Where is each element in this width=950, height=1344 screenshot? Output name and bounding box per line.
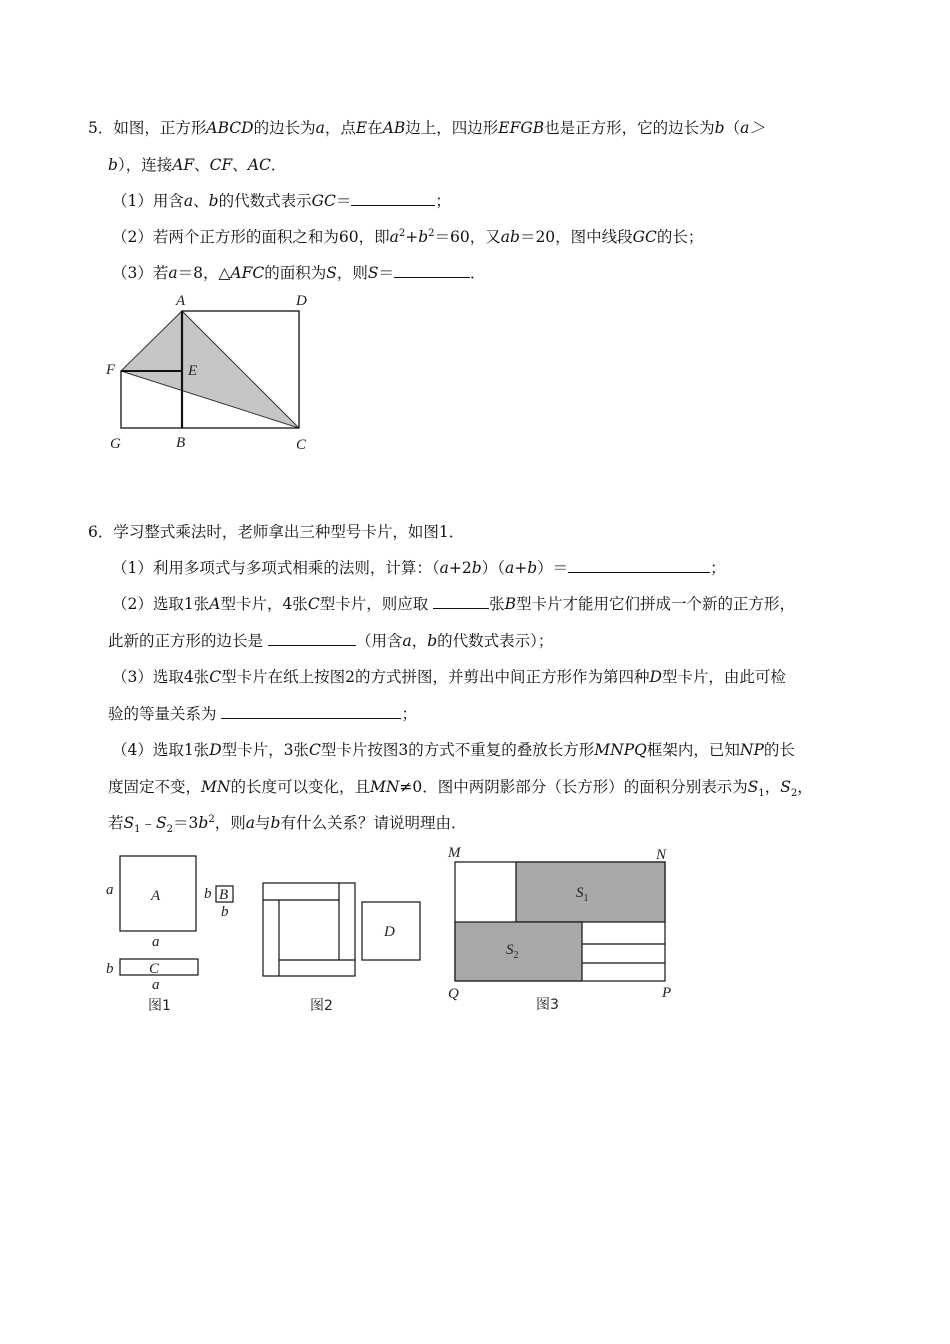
label-m: M bbox=[448, 845, 461, 861]
figure3-caption: 图3 bbox=[536, 997, 559, 1012]
q6-stem: 6．学习整式乘法时，老师拿出三种型号卡片，如图1． bbox=[88, 523, 465, 541]
label-f: F bbox=[106, 362, 116, 378]
outer-square bbox=[263, 883, 355, 976]
label-a-side: a bbox=[106, 882, 114, 898]
label-c: C bbox=[296, 437, 307, 453]
label-n: N bbox=[656, 847, 667, 863]
label-b-side: b bbox=[204, 886, 212, 902]
label-a-bottom: a bbox=[152, 934, 160, 950]
q6-part2: （2）选取1张A型卡片，4张C型卡片，则应取 张B型卡片才能用它们拼成一个新的正方形， bbox=[112, 595, 796, 613]
q6-part4-line3: 若$S_1﹣S_2=3b^2$，则a与b有什么关系？请说明理由． bbox=[108, 813, 467, 836]
label-c-bottom: a bbox=[152, 977, 160, 993]
q6-figure2 bbox=[255, 848, 425, 1018]
answer-blank[interactable] bbox=[351, 191, 435, 206]
answer-blank[interactable] bbox=[268, 631, 356, 646]
label-d: D bbox=[296, 293, 307, 309]
label-g: G bbox=[110, 436, 121, 452]
shaded-s1 bbox=[516, 862, 665, 922]
answer-blank[interactable] bbox=[433, 594, 489, 609]
label-s2: $S_2$ bbox=[506, 942, 519, 961]
label-card-b: B bbox=[219, 887, 229, 903]
figure2-caption: 图2 bbox=[310, 998, 333, 1014]
q5-part3: （3）若a＝8，△AFC的面积为S，则S＝ ． bbox=[112, 264, 486, 282]
q5-line1: 5．如图，正方形ABCD的边长为a，点E在AB边上，四边形EFGB也是正方形，它的边长为b（a＞ bbox=[88, 119, 765, 137]
q6-figure1 bbox=[100, 848, 240, 1018]
answer-blank[interactable] bbox=[568, 558, 710, 573]
q6-part2-line2: 此新的正方形的边长是 （用含a，b的代数式表示）； bbox=[108, 632, 554, 650]
label-a: A bbox=[176, 293, 186, 309]
q6-part3-line2: 验的等量关系为 ； bbox=[108, 705, 417, 723]
label-p: P bbox=[662, 985, 672, 1001]
label-b: B bbox=[176, 435, 186, 451]
answer-blank[interactable] bbox=[221, 704, 401, 719]
label-q: Q bbox=[448, 986, 459, 1002]
shaded-s2 bbox=[455, 922, 582, 981]
label-c-side: b bbox=[106, 961, 114, 977]
label-b-bottom: b bbox=[221, 904, 229, 920]
q6-part4-line2: 度固定不变，MN的长度可以变化，且MN≠0．图中两阴影部分（长方形）的面积分别表示为$S_1$，$S_2$， bbox=[108, 778, 813, 800]
q5-part2: （2）若两个正方形的面积之和为60，即$a^2+b^2=60$，又ab＝20，图中线段GC的长； bbox=[112, 227, 704, 246]
q5-figure bbox=[100, 290, 340, 460]
q6-part3: （3）选取4张C型卡片在纸上按图2的方式拼图，并剪出中间正方形作为第四种D型卡片，由此可检 bbox=[112, 668, 786, 686]
answer-blank[interactable] bbox=[394, 263, 470, 278]
label-card-a: A bbox=[151, 888, 161, 904]
q6-figure3 bbox=[440, 842, 680, 1012]
q6-part1: （1）利用多项式与多项式相乘的法则，计算：（a+2b）（a+b）＝ ； bbox=[112, 559, 726, 577]
q6-part4: （4）选取1张D型卡片，3张C型卡片按图3的方式不重复的叠放长方形MNPQ框架内，已知NP的长 bbox=[112, 741, 795, 759]
label-e: E bbox=[188, 363, 198, 379]
label-card-d: D bbox=[384, 924, 395, 940]
label-s1: $S_1$ bbox=[576, 885, 589, 904]
label-card-c: C bbox=[149, 961, 160, 977]
q5-part1: （1）用含a、b的代数式表示GC＝ ； bbox=[112, 192, 451, 210]
figure1-caption: 图1 bbox=[148, 998, 171, 1014]
q5-line2: b），连接AF、CF、AC． bbox=[108, 156, 287, 174]
triangle-afc-shaded bbox=[121, 311, 299, 428]
